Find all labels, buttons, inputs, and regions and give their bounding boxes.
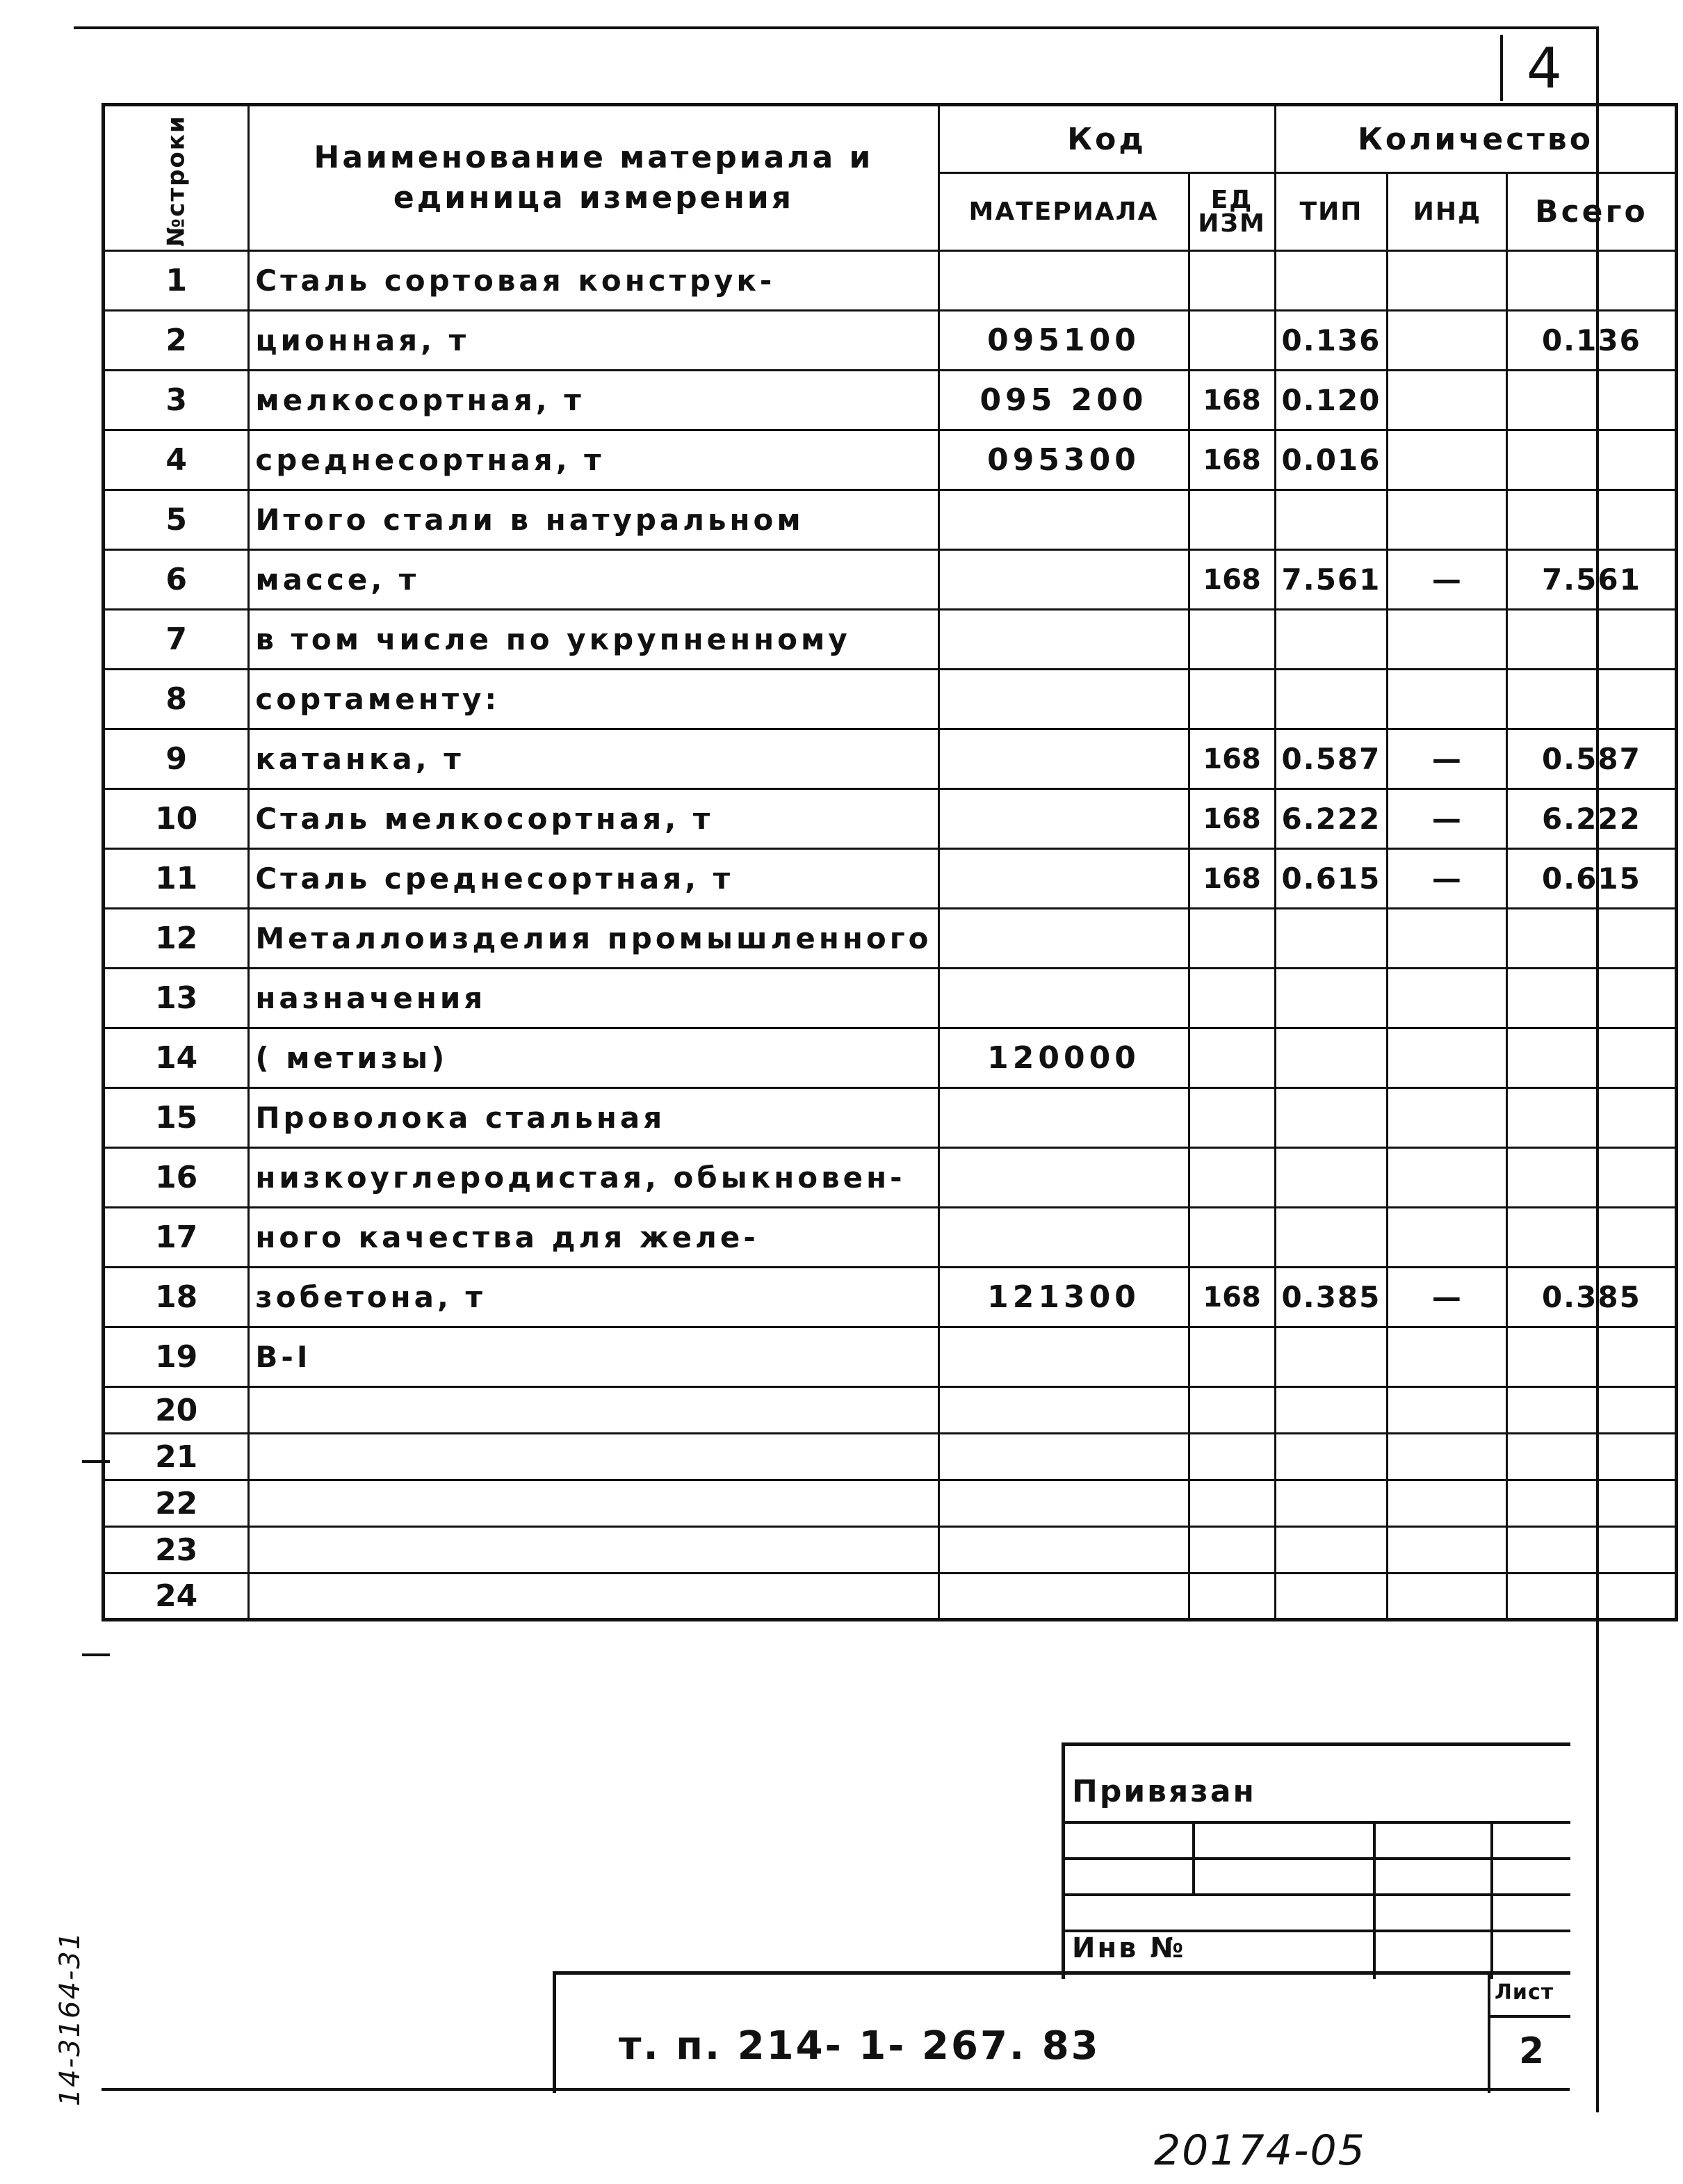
top-border-line — [74, 26, 1596, 29]
typ-qty-cell — [1275, 1527, 1388, 1574]
ind-qty-cell — [1388, 1480, 1507, 1527]
total-header: Всего — [1507, 173, 1677, 251]
typ-qty-cell — [1275, 490, 1388, 550]
ind-qty-cell — [1388, 1327, 1507, 1387]
ind-header: ИНД — [1388, 173, 1507, 251]
row-number-cell: 24 — [104, 1574, 249, 1620]
unit-cell — [1189, 969, 1275, 1028]
row-number-cell: 8 — [104, 670, 249, 729]
total-qty-cell: 0.385 — [1507, 1268, 1677, 1327]
sheet-number: 2 — [1519, 2030, 1547, 2072]
total-qty-cell — [1507, 670, 1677, 729]
total-qty-cell — [1507, 969, 1677, 1028]
total-qty-cell: 0.615 — [1507, 849, 1677, 909]
unit-cell — [1189, 1088, 1275, 1148]
row-number-cell: 16 — [104, 1148, 249, 1208]
table-row — [104, 1527, 1677, 1574]
material-name-cell — [249, 1574, 938, 1620]
ind-qty-cell: — — [1388, 849, 1507, 909]
typ-qty-cell — [1275, 909, 1388, 969]
material-code-cell — [938, 490, 1189, 550]
ind-qty-cell — [1388, 1148, 1507, 1208]
material-code-cell — [938, 1574, 1189, 1620]
total-qty-cell: 6.222 — [1507, 789, 1677, 849]
ind-qty-cell — [1388, 969, 1507, 1028]
material-code-cell — [938, 550, 1189, 610]
unit-cell — [1189, 1148, 1275, 1208]
quantity-header: Количество — [1275, 105, 1677, 173]
row-number-cell: 22 — [104, 1480, 249, 1527]
stamp-line — [1065, 1857, 1570, 1860]
ind-qty-cell — [1388, 490, 1507, 550]
total-qty-cell — [1507, 610, 1677, 670]
ind-qty-cell — [1388, 1434, 1507, 1480]
row-number-cell: 7 — [104, 610, 249, 670]
unit-cell — [1189, 1574, 1275, 1620]
typ-qty-cell — [1275, 610, 1388, 670]
ind-qty-cell: — — [1388, 1268, 1507, 1327]
material-code-cell: 095 200 — [938, 371, 1189, 430]
material-name-cell: Проволока стальная — [249, 1088, 938, 1148]
typ-qty-cell: 0.136 — [1275, 311, 1388, 371]
table-row — [104, 1574, 1677, 1620]
row-number-cell: 11 — [104, 849, 249, 909]
row-number-cell: 23 — [104, 1527, 249, 1574]
margin-note: 14-3164-31 — [54, 1930, 87, 2107]
row-number-cell: 19 — [104, 1327, 249, 1387]
row-number-cell: 2 — [104, 311, 249, 371]
table-row — [104, 251, 1677, 311]
sheet-label: Лист — [1495, 1980, 1554, 2005]
material-name-header: Наименование материала и единица измерения — [249, 105, 938, 251]
unit-cell — [1189, 909, 1275, 969]
table-row — [104, 610, 1677, 670]
row-number-cell: 18 — [104, 1268, 249, 1327]
material-name-cell: массе, т — [249, 550, 938, 610]
typ-qty-cell — [1275, 1148, 1388, 1208]
material-name-cell: зобетона, т — [249, 1268, 938, 1327]
material-name-cell: среднесортная, т — [249, 430, 938, 490]
typ-qty-cell: 0.615 — [1275, 849, 1388, 909]
total-qty-cell — [1507, 1028, 1677, 1088]
typ-qty-cell: 0.587 — [1275, 729, 1388, 789]
material-name-cell: мелкосортная, т — [249, 371, 938, 430]
table-row — [104, 1088, 1677, 1148]
table-row — [104, 1268, 1677, 1327]
material-name-cell: катанка, т — [249, 729, 938, 789]
unit-cell — [1189, 1327, 1275, 1387]
code-header: Код — [938, 105, 1275, 173]
material-code-cell — [938, 610, 1189, 670]
total-qty-cell — [1507, 1527, 1677, 1574]
total-qty-cell — [1507, 430, 1677, 490]
inventory-number-label: Инв № — [1072, 1932, 1186, 1964]
title-block — [553, 1971, 1570, 2093]
material-code-cell — [938, 1088, 1189, 1148]
typ-qty-cell: 0.016 — [1275, 430, 1388, 490]
unit-cell: 168 — [1189, 849, 1275, 909]
ind-qty-cell — [1388, 251, 1507, 311]
ind-qty-cell — [1388, 1088, 1507, 1148]
material-code-cell: 120000 — [938, 1028, 1189, 1088]
unit-cell — [1189, 1028, 1275, 1088]
ind-qty-cell — [1388, 1574, 1507, 1620]
table-row — [104, 430, 1677, 490]
unit-cell — [1189, 1208, 1275, 1268]
ind-qty-cell — [1388, 1208, 1507, 1268]
total-qty-cell — [1507, 1208, 1677, 1268]
material-code-cell: 095100 — [938, 311, 1189, 371]
page-number: 4 — [1527, 36, 1564, 101]
ind-qty-cell — [1388, 430, 1507, 490]
page-number-divider — [1500, 35, 1503, 101]
material-code-header: МАТЕРИАЛА — [938, 173, 1189, 251]
row-number-cell: 10 — [104, 789, 249, 849]
material-code-cell: 095300 — [938, 430, 1189, 490]
table-row — [104, 1208, 1677, 1268]
material-name-cell: Сталь мелкосортная, т — [249, 789, 938, 849]
material-name-cell: Сталь сортовая конструк- — [249, 251, 938, 311]
material-name-cell — [249, 1480, 938, 1527]
row-number-cell: 9 — [104, 729, 249, 789]
material-code-cell — [938, 251, 1189, 311]
row-number-cell: 3 — [104, 371, 249, 430]
unit-cell — [1189, 490, 1275, 550]
ind-qty-cell — [1388, 909, 1507, 969]
row-number-cell: 5 — [104, 490, 249, 550]
unit-cell: 168 — [1189, 1268, 1275, 1327]
ind-qty-cell — [1388, 1387, 1507, 1434]
material-name-cell — [249, 1434, 938, 1480]
material-code-cell — [938, 1480, 1189, 1527]
unit-cell: 168 — [1189, 371, 1275, 430]
unit-cell — [1189, 1434, 1275, 1480]
typ-qty-cell — [1275, 1574, 1388, 1620]
unit-cell: 168 — [1189, 789, 1275, 849]
total-qty-cell: 0.587 — [1507, 729, 1677, 789]
material-code-cell — [938, 969, 1189, 1028]
material-name-cell: ( метизы) — [249, 1028, 938, 1088]
document-code: т. п. 214- 1- 267. 83 — [619, 2023, 1100, 2069]
table-row — [104, 1434, 1677, 1480]
total-qty-cell: 0.136 — [1507, 311, 1677, 371]
typ-qty-cell: 6.222 — [1275, 789, 1388, 849]
table-row — [104, 670, 1677, 729]
unit-cell: 168 — [1189, 430, 1275, 490]
material-name-cell: назначения — [249, 969, 938, 1028]
material-code-cell — [938, 1387, 1189, 1434]
typ-qty-cell: 0.385 — [1275, 1268, 1388, 1327]
ind-qty-cell: — — [1388, 550, 1507, 610]
total-qty-cell — [1507, 251, 1677, 311]
row-number-cell: 14 — [104, 1028, 249, 1088]
left-binding-tick — [82, 1653, 110, 1656]
unit-cell — [1189, 1527, 1275, 1574]
typ-qty-cell — [1275, 670, 1388, 729]
title-divider — [1488, 1975, 1490, 2093]
stamp-line — [1373, 1821, 1376, 1979]
binding-stamp — [1062, 1742, 1570, 1979]
material-code-cell — [938, 789, 1189, 849]
material-code-cell — [938, 849, 1189, 909]
typ-qty-cell: 7.561 — [1275, 550, 1388, 610]
table-row — [104, 909, 1677, 969]
material-name-cell: сортаменту: — [249, 670, 938, 729]
table-row — [104, 1028, 1677, 1088]
material-code-cell — [938, 1208, 1189, 1268]
typ-qty-cell — [1275, 969, 1388, 1028]
table-row — [104, 849, 1677, 909]
material-code-cell — [938, 1148, 1189, 1208]
total-qty-cell — [1507, 1574, 1677, 1620]
typ-qty-cell — [1275, 1327, 1388, 1387]
unit-header: ЕД ИЗМ — [1189, 173, 1275, 251]
stamp-line — [1065, 1893, 1570, 1896]
ind-qty-cell — [1388, 610, 1507, 670]
table-row — [104, 311, 1677, 371]
typ-qty-cell — [1275, 1088, 1388, 1148]
total-qty-cell — [1507, 1434, 1677, 1480]
material-name-cell: в том числе по укрупненному — [249, 610, 938, 670]
total-qty-cell — [1507, 1148, 1677, 1208]
stamp-line — [1192, 1821, 1195, 1896]
material-name-cell: Металлоизделия промышленного — [249, 909, 938, 969]
ind-qty-cell — [1388, 1527, 1507, 1574]
title-divider — [1488, 2015, 1570, 2018]
ind-qty-cell: — — [1388, 789, 1507, 849]
ind-qty-cell — [1388, 311, 1507, 371]
table-row — [104, 490, 1677, 550]
table-row — [104, 1327, 1677, 1387]
row-number-cell: 21 — [104, 1434, 249, 1480]
footer-number: 20174-05 — [1154, 2126, 1366, 2175]
typ-qty-cell — [1275, 1387, 1388, 1434]
ind-qty-cell: — — [1388, 729, 1507, 789]
unit-cell — [1189, 610, 1275, 670]
row-number-cell: 13 — [104, 969, 249, 1028]
total-qty-cell — [1507, 371, 1677, 430]
material-name-cell — [249, 1387, 938, 1434]
typ-header: ТИП — [1275, 173, 1388, 251]
table-row — [104, 550, 1677, 610]
unit-cell — [1189, 251, 1275, 311]
unit-cell — [1189, 670, 1275, 729]
total-qty-cell — [1507, 1327, 1677, 1387]
table-row — [104, 1480, 1677, 1527]
unit-cell — [1189, 1480, 1275, 1527]
material-name-cell: Сталь среднесортная, т — [249, 849, 938, 909]
total-qty-cell — [1507, 1387, 1677, 1434]
table-row — [104, 1387, 1677, 1434]
material-name-cell: Итого стали в натуральном — [249, 490, 938, 550]
table-row — [104, 969, 1677, 1028]
row-number-cell: 4 — [104, 430, 249, 490]
table-row — [104, 729, 1677, 789]
total-qty-cell: 7.561 — [1507, 550, 1677, 610]
total-qty-cell — [1507, 490, 1677, 550]
typ-qty-cell — [1275, 251, 1388, 311]
material-name-cell — [249, 1527, 938, 1574]
total-qty-cell — [1507, 1480, 1677, 1527]
row-number-header: №строки — [104, 105, 249, 251]
unit-cell: 168 — [1189, 550, 1275, 610]
materials-table — [101, 103, 1678, 1621]
table-row — [104, 789, 1677, 849]
total-qty-cell — [1507, 1088, 1677, 1148]
bound-label: Привязан — [1072, 1774, 1256, 1809]
material-code-cell — [938, 1327, 1189, 1387]
ind-qty-cell — [1388, 1028, 1507, 1088]
material-code-cell — [938, 729, 1189, 789]
material-code-cell: 121300 — [938, 1268, 1189, 1327]
row-number-cell: 12 — [104, 909, 249, 969]
material-name-cell: В-I — [249, 1327, 938, 1387]
material-code-cell — [938, 1434, 1189, 1480]
row-number-cell: 17 — [104, 1208, 249, 1268]
material-name-cell: ного качества для желе- — [249, 1208, 938, 1268]
row-number-cell: 1 — [104, 251, 249, 311]
table-row — [104, 1148, 1677, 1208]
row-number-cell: 15 — [104, 1088, 249, 1148]
row-number-cell: 6 — [104, 550, 249, 610]
material-code-cell — [938, 909, 1189, 969]
ind-qty-cell — [1388, 371, 1507, 430]
typ-qty-cell — [1275, 1028, 1388, 1088]
typ-qty-cell: 0.120 — [1275, 371, 1388, 430]
typ-qty-cell — [1275, 1208, 1388, 1268]
bottom-border-line — [101, 2088, 1570, 2091]
unit-cell — [1189, 311, 1275, 371]
row-number-cell: 20 — [104, 1387, 249, 1434]
ind-qty-cell — [1388, 670, 1507, 729]
material-code-cell — [938, 1527, 1189, 1574]
stamp-line — [1490, 1821, 1493, 1979]
typ-qty-cell — [1275, 1480, 1388, 1527]
total-qty-cell — [1507, 909, 1677, 969]
typ-qty-cell — [1275, 1434, 1388, 1480]
stamp-line — [1065, 1821, 1570, 1824]
unit-cell: 168 — [1189, 729, 1275, 789]
table-row — [104, 371, 1677, 430]
material-name-cell: ционная, т — [249, 311, 938, 371]
unit-cell — [1189, 1387, 1275, 1434]
material-code-cell — [938, 670, 1189, 729]
material-name-cell: низкоуглеродистая, обыкновен- — [249, 1148, 938, 1208]
